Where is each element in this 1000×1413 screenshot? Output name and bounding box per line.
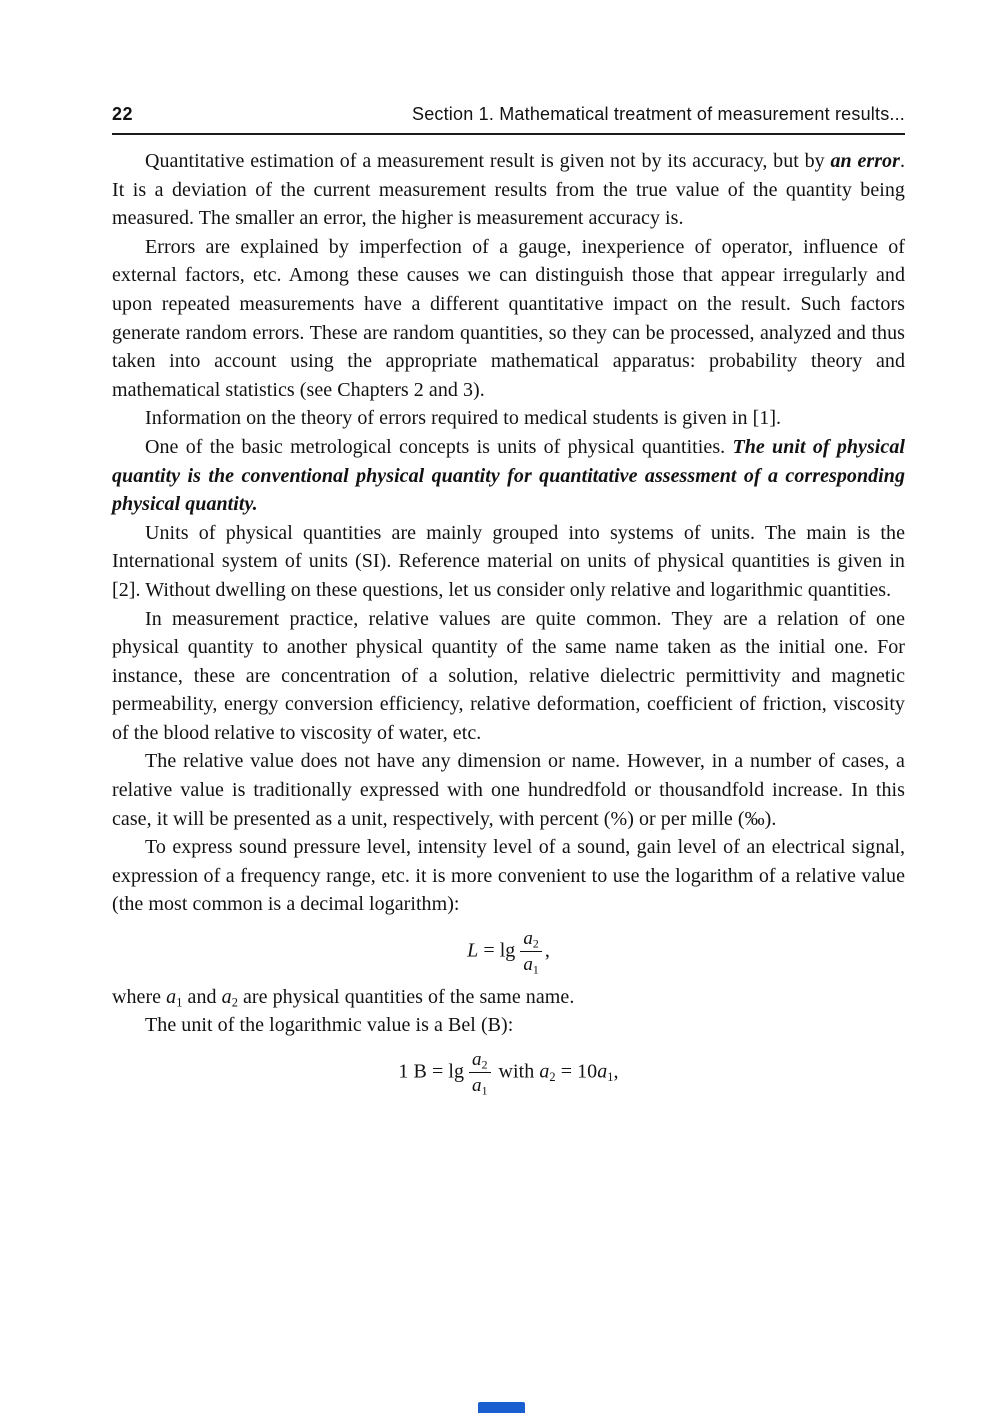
- text-run: To express sound pressure level, intensity level of a sound, gain level of an electrical signal, expression of a frequency range, etc. it is more convenient to use the logarithm of a relative value (the most common is a decimal logarithm):: [112, 836, 905, 916]
- formula-log-relative-value: [112, 928, 905, 976]
- text-run: Quantitative estimation of a measurement result is given not by its accuracy, but by: [145, 150, 831, 172]
- fraction: [520, 928, 542, 976]
- math-var: a: [539, 1060, 550, 1083]
- math-punctuation: ,: [544, 939, 550, 962]
- text-run: and: [182, 985, 222, 1008]
- subscript: 1: [176, 995, 183, 1010]
- subscript: 2: [481, 1058, 488, 1072]
- paragraph-percent-permille: [112, 747, 905, 833]
- page-header: [112, 104, 905, 135]
- text-run: The unit of the logarithmic value is a Bel (B):: [145, 1014, 514, 1037]
- paragraph-unit-definition: [112, 433, 905, 519]
- formula-bel-definition: [112, 1049, 905, 1097]
- subscript: 1: [481, 1084, 488, 1098]
- text-run: . It is a deviation of the current measurement results from the true value of the quantity being measured. The smaller an error, the higher is measurement accuracy is.: [112, 150, 905, 230]
- text-run: One of the basic metrological concepts is units of physical quantities.: [145, 435, 733, 458]
- math-operator: = lg: [478, 939, 516, 962]
- math-var: a: [523, 928, 533, 950]
- fraction-denominator: [469, 1073, 491, 1096]
- fraction-numerator: [469, 1049, 491, 1073]
- bold-italic-run: an error: [830, 150, 900, 172]
- page-number: 22: [112, 104, 134, 124]
- footer-scan-artifact: [478, 1402, 525, 1413]
- fraction: [469, 1049, 491, 1097]
- math-var: a: [523, 954, 533, 976]
- fraction-denominator: [520, 952, 542, 975]
- math-operator: = 10: [555, 1060, 598, 1083]
- paragraph-relative-values: [112, 605, 905, 748]
- text-run: are physical quantities of the same name.: [237, 985, 575, 1008]
- text-run: Information on the theory of errors required to medical students is given in [1].: [145, 407, 782, 430]
- subscript: 1: [607, 1069, 614, 1084]
- math-punctuation: ,: [613, 1060, 619, 1083]
- running-head: Section 1. Mathematical treatment of measurement results...: [411, 104, 905, 124]
- math-var: L: [467, 939, 479, 962]
- fraction-numerator: [520, 928, 542, 952]
- subscript: 2: [231, 995, 238, 1010]
- page-content: [112, 135, 905, 1096]
- subscript: 1: [532, 963, 539, 977]
- bold-italic-definition: The unit of physical quantity is the conventional physical quantity for quantitative assessment of a corresponding physical quantity.: [112, 435, 906, 516]
- paragraph-bel-unit: [112, 1011, 905, 1040]
- math-var: a: [472, 1048, 482, 1070]
- math-operator: 1 B = lg: [398, 1060, 464, 1083]
- paragraph-reference-1: [112, 404, 905, 433]
- paragraph-si-units: [112, 519, 905, 605]
- paragraph-logarithm-intro: [112, 833, 905, 919]
- math-var: a: [166, 985, 177, 1008]
- paragraph-where-clause: [112, 983, 905, 1012]
- paragraph-error-causes: [112, 233, 905, 405]
- text-run: Errors are explained by imperfection of a gauge, inexperience of operator, influence of external factors, etc. Among these causes we can distinguish those that appear irregularly and upon repeated measurements have a different quantitative impact on the result. Such factors generate random errors. These are random quantities, so they can be processed, analyzed and thus taken into account using the appropriate mathematical apparatus: probability theory and mathematical statistics (see Chapters 2 and 3).: [112, 235, 905, 401]
- math-var: a: [597, 1060, 608, 1083]
- text-run: Units of physical quantities are mainly grouped into systems of units. The main is the International system of units (SI). Reference material on units of physical quantities is given in [2]. Without dwelling on these questions, let us consider only relative and logarithmic quantities.: [112, 521, 905, 601]
- math-var: a: [221, 985, 232, 1008]
- math-var: a: [472, 1075, 482, 1097]
- text-run: In measurement practice, relative values are quite common. They are a relation of one physical quantity to another physical quantity of the same name taken as the initial one. For instance, these are concentration of a solution, relative dielectric permittivity and magnetic permeability, energy conversion efficiency, relative deformation, coefficient of friction, viscosity of the blood relative to viscosity of water, etc.: [112, 607, 905, 744]
- text-run: The relative value does not have any dimension or name. However, in a number of cases, a relative value is traditionally expressed with one hundredfold or thousandfold increase. In this case, it will be presented as a unit, respectively, with percent (%) or per mille (‰).: [112, 750, 905, 830]
- subscript: 2: [532, 937, 539, 951]
- text-run: where: [112, 985, 167, 1008]
- text-run: with: [493, 1060, 540, 1083]
- subscript: 2: [549, 1069, 556, 1084]
- paragraph-accuracy-error: [112, 147, 905, 233]
